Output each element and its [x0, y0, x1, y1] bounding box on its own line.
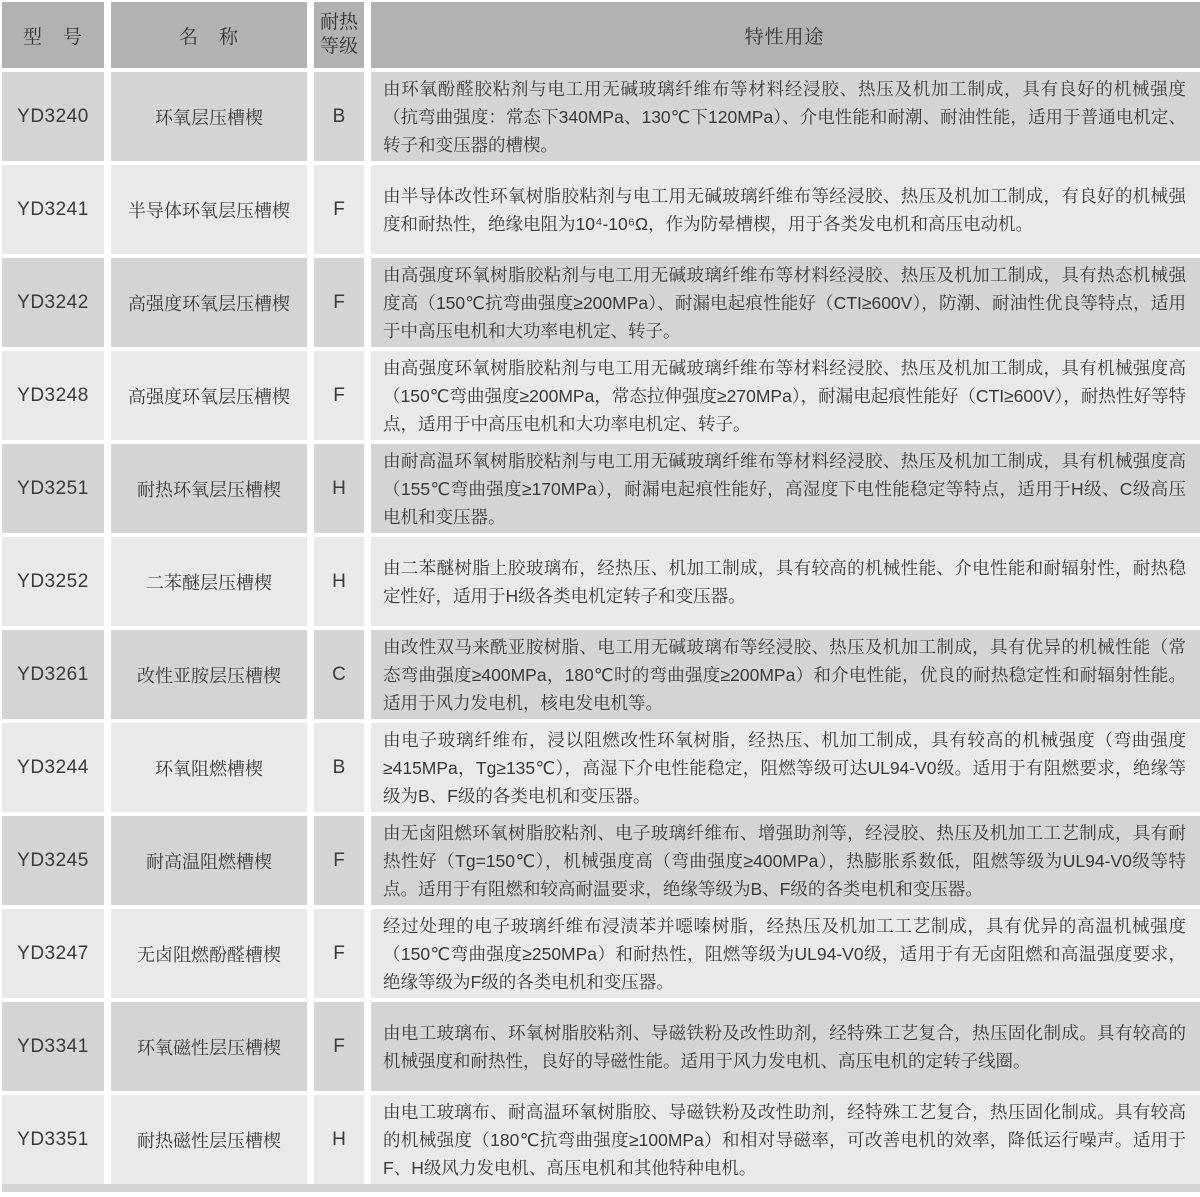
desc-text: 由电工玻璃布、环氧树脂胶粘剂、导磁铁粉及改性助剂，经特殊工艺复合，热压固化制成。具有较高的机械强度和耐热性，良好的导磁性能。适用于风力发电机、高压电机的定转子线圈。 [383, 1022, 1186, 1071]
name-cell: 高强度环氧层压槽楔 [111, 258, 307, 347]
column-header-desc: 特性用途 [371, 2, 1200, 68]
table-row [2, 723, 1200, 812]
name-cell: 无卤阻燃酚醛槽楔 [111, 909, 307, 998]
grade-cell: F [314, 258, 364, 347]
grade-cell: F [314, 351, 364, 440]
table-row [2, 816, 1200, 905]
grade-cell: F [314, 165, 364, 254]
name-cell: 环氧阻燃槽楔 [111, 723, 307, 812]
desc-cell [371, 351, 1200, 440]
model-cell: YD3240 [2, 72, 104, 161]
grade-cell: H [314, 1095, 364, 1184]
table-row [2, 537, 1200, 626]
desc-text: 由电工玻璃布、耐高温环氧树脂胶、导磁铁粉及改性助剂，经特殊工艺复合，热压固化制成。具有较高的机械强度（180℃抗弯曲强度≥100MPa）和相对导磁率，可改善电机的效率，降低运行噪声。适用于F、H级风力发电机、高压电机和其他特种电机。 [383, 1101, 1186, 1178]
name-cell: 二苯醚层压槽楔 [111, 537, 307, 626]
spec-table-body [2, 72, 1200, 1184]
grade-cell: H [314, 444, 364, 533]
model-cell: YD3242 [2, 258, 104, 347]
desc-text: 由耐高温环氧树脂胶粘剂与电工用无碱玻璃纤维布等材料经浸胶、热压及机加工制成，具有机械强度高（155℃弯曲强度≥170MPa），耐漏电起痕性能好，高湿度下电性能稳定等特点，适用于H级、C级高压电机和变压器。 [383, 450, 1186, 527]
name-cell: 环氧磁性层压槽楔 [111, 1002, 307, 1091]
desc-text: 由半导体改性环氧树脂胶粘剂与电工用无碱玻璃纤维布等经浸胶、热压及机加工制成，有良好的机械强度和耐热性，绝缘电阻为10⁴-10⁶Ω，作为防晕槽楔，用于各类发电机和高压电动机。 [383, 185, 1186, 234]
table-row [2, 444, 1200, 533]
model-cell: YD3248 [2, 351, 104, 440]
name-cell: 耐热磁性层压槽楔 [111, 1095, 307, 1184]
desc-cell [371, 630, 1200, 719]
column-header-model: 型 号 [2, 2, 104, 68]
desc-text: 由高强度环氧树脂胶粘剂与电工用无碱玻璃纤维布等材料经浸胶、热压及机加工制成，具有热态机械强度高（150℃抗弯曲强度≥200MPa）、耐漏电起痕性能好（CTI≥600V），防潮、耐油性优良等特点，适用于中高压电机和大功率电机定、转子。 [383, 264, 1186, 341]
table-row [2, 351, 1200, 440]
name-cell: 环氧层压槽楔 [111, 72, 307, 161]
desc-cell [371, 444, 1200, 533]
grade-cell: F [314, 816, 364, 905]
desc-text: 经过处理的电子玻璃纤维布浸渍苯并噁嗪树脂，经热压及机加工工艺制成，具有优异的高温机械强度（150℃弯曲强度≥250MPa）和耐热性，阻燃等级为UL94-V0级，适用于有无卤阻燃和高温强度要求，绝缘等级为F级的各类电机和变压器。 [383, 915, 1186, 992]
model-cell: YD3251 [2, 444, 104, 533]
desc-cell [371, 165, 1200, 254]
grade-cell: B [314, 72, 364, 161]
table-row [2, 909, 1200, 998]
column-header-name: 名 称 [111, 2, 307, 68]
next-row-sliver [2, 1184, 1200, 1192]
desc-cell [371, 723, 1200, 812]
desc-cell [371, 816, 1200, 905]
name-cell: 半导体环氧层压槽楔 [111, 165, 307, 254]
model-cell: YD3247 [2, 909, 104, 998]
name-cell: 改性亚胺层压槽楔 [111, 630, 307, 719]
desc-text: 由二苯醚树脂上胶玻璃布，经热压、机加工制成，具有较高的机械性能、介电性能和耐辐射性，耐热稳定性好，适用于H级各类电机定转子和变压器。 [383, 557, 1186, 606]
desc-text: 由环氧酚醛胶粘剂与电工用无碱玻璃纤维布等材料经浸胶、热压及机加工制成，具有良好的机械强度（抗弯曲强度：常态下340MPa、130℃下120MPa）、介电性能和耐潮、耐油性能，适用于普通电机定、转子和变压器的槽楔。 [383, 78, 1186, 155]
desc-text: 由改性双马来酰亚胺树脂、电工用无碱玻璃布等经浸胶、热压及机加工制成，具有优异的机械性能（常态弯曲强度≥400MPa，180℃时的弯曲强度≥200MPa）和介电性能，优良的耐热稳定性和耐辐射性能。适用于风力发电机，核电发电机等。 [383, 636, 1186, 713]
grade-cell: B [314, 723, 364, 812]
grade-cell: H [314, 537, 364, 626]
desc-text: 由高强度环氧树脂胶粘剂与电工用无碱玻璃纤维布等材料经浸胶、热压及机加工制成，具有机械强度高（150℃弯曲强度≥200MPa，常态拉伸强度≥270MPa），耐漏电起痕性能好（CTI≥600V），耐热性好等特点，适用于中高压电机和大功率电机定、转子。 [383, 357, 1186, 434]
column-header-grade: 耐热等级 [314, 2, 364, 68]
model-cell: YD3252 [2, 537, 104, 626]
name-cell: 高强度环氧层压槽楔 [111, 351, 307, 440]
desc-text: 由无卤阻燃环氧树脂胶粘剂、电子玻璃纤维布、增强助剂等，经浸胶、热压及机加工工艺制成，具有耐热性好（Tg=150℃），机械强度高（弯曲强度≥400MPa），热膨胀系数低，阻燃等级为UL94-V0级等特点。适用于有阻燃和较高耐温要求，绝缘等级为B、F级的各类电机和变压器。 [383, 822, 1186, 899]
model-cell: YD3261 [2, 630, 104, 719]
grade-cell: C [314, 630, 364, 719]
desc-cell [371, 258, 1200, 347]
grade-cell: F [314, 909, 364, 998]
desc-cell [371, 1095, 1200, 1184]
name-cell: 耐热环氧层压槽楔 [111, 444, 307, 533]
desc-text: 由电子玻璃纤维布，浸以阻燃改性环氧树脂，经热压、机加工制成，具有较高的机械强度（弯曲强度≥415MPa，Tg≥135℃），高湿下介电性能稳定，阻燃等级可达UL94-V0级。适用于有阻燃要求，绝缘等级为B、F级的各类电机和变压器。 [383, 729, 1186, 806]
model-cell: YD3244 [2, 723, 104, 812]
model-cell: YD3241 [2, 165, 104, 254]
table-row [2, 258, 1200, 347]
desc-cell [371, 909, 1200, 998]
table-header-row [2, 2, 1200, 68]
desc-cell [371, 1002, 1200, 1091]
desc-cell [371, 72, 1200, 161]
model-cell: YD3245 [2, 816, 104, 905]
desc-cell [371, 537, 1200, 626]
grade-cell: F [314, 1002, 364, 1091]
table-row [2, 1002, 1200, 1091]
table-row [2, 1095, 1200, 1184]
table-row [2, 165, 1200, 254]
name-cell: 耐高温阻燃槽楔 [111, 816, 307, 905]
table-row [2, 630, 1200, 719]
table-row [2, 72, 1200, 161]
model-cell: YD3341 [2, 1002, 104, 1091]
model-cell: YD3351 [2, 1095, 104, 1184]
